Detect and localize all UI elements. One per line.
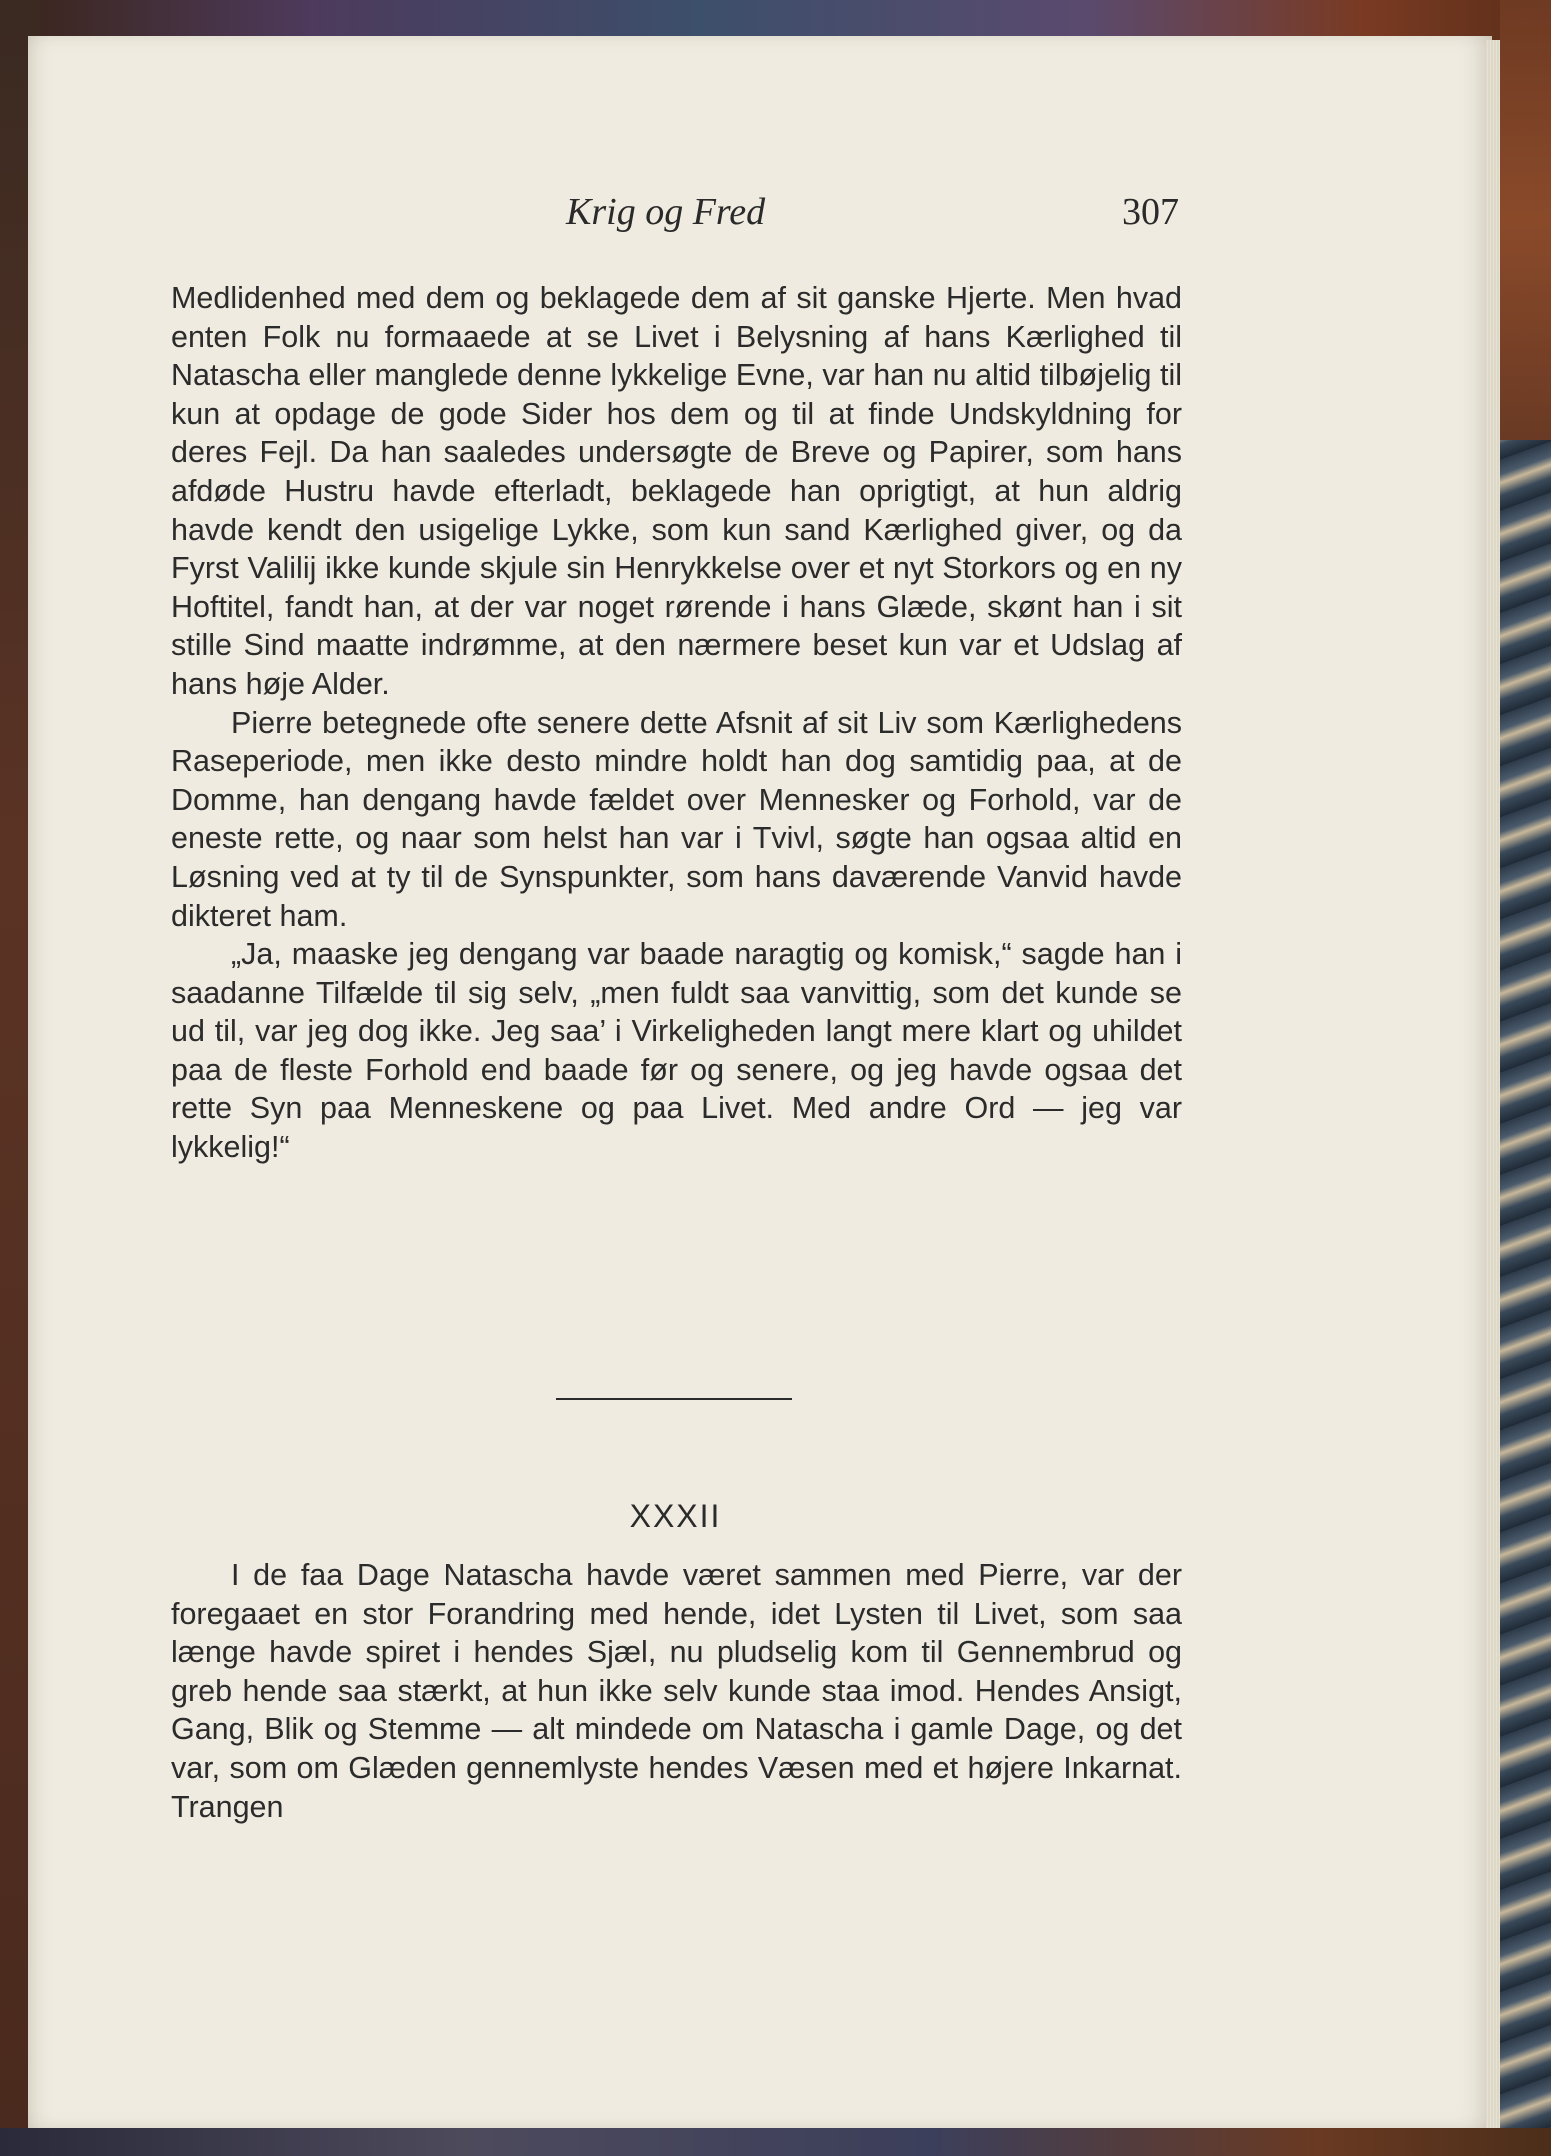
- chapter-heading: XXXII: [629, 1498, 722, 1534]
- text-block-lower: [171, 1556, 1182, 1826]
- paragraph: I de faa Dage Natascha havde været sammen med Pierre, var der foregaaet en stor Forandring med hende, idet Lysten til Livet, som saa længe havde spiret i hendes Sjæl, nu pludselig kom til Gennembrud og greb hende saa stærkt, at hun ikke selv kunde staa imod. Hendes Ansigt, Gang, Blik og Stemme — alt mindede om Natascha i gamle Dage, og det var, som om Glæden gennemlyste hendes Væsen med et højere Inkarnat. Trangen: [171, 1558, 1182, 1824]
- book-binding-top: [0, 0, 1551, 40]
- section-divider-rule: [556, 1398, 792, 1400]
- paragraph: „Ja, maaske jeg dengang var baade naragtig og komisk,“ sagde han i saadanne Tilfælde til sig selv, „men fuldt saa vanvittig, som det kunde se ud til, var jeg dog ikke. Jeg saa’ i Virkeligheden langt mere klart og uhildet paa de fleste Forhold end baade før og senere, og jeg havde ogsaa det rette Syn paa Menneskene og paa Livet. Med andre Ord — jeg var lykkelig!“: [171, 937, 1182, 1165]
- book-cover-edge: [1500, 0, 1551, 440]
- page-number: 307: [1122, 191, 1179, 233]
- running-title: Krig og Fred: [566, 191, 766, 233]
- page-stack-edge: [1486, 40, 1500, 2128]
- paragraph: Pierre betegnede ofte senere dette Afsnit af sit Liv som Kærlighedens Raseperiode, men ikke desto mindre holdt han dog samtidig paa, at de Domme, han dengang havde fældet over Mennesker og Forhold, var de eneste rette, og naar som helst han var i Tvivl, søgte han ogsaa altid en Løsning ved at ty til de Synspunkter, som hans daværende Vanvid havde dikteret ham.: [171, 705, 1182, 933]
- text-block-upper: [171, 279, 1182, 1167]
- paragraph: Medlidenhed med dem og beklagede dem af sit ganske Hjerte. Men hvad enten Folk nu formaaede at se Livet i Belysning af hans Kærlighed til Natascha eller manglede denne lykkelige Evne, var han nu altid tilbøjelig til kun at opdage de gode Sider hos dem og til at finde Undskyldning for deres Fejl. Da han saaledes undersøgte de Breve og Papirer, som hans afdøde Hustru havde efterladt, beklagede han oprigtigt, at hun aldrig havde kendt den usigelige Lykke, som kun sand Kærlighed giver, og da Fyrst Valilij ikke kunde skjule sin Henrykkelse over et nyt Storkors og en ny Hoftitel, fandt han, at der var noget rørende i hans Glæde, skønt han i sit stille Sind maatte indrømme, at den nærmere beset kun var et Udslag af hans høje Alder.: [171, 281, 1182, 701]
- book-binding-bottom: [0, 2128, 1551, 2156]
